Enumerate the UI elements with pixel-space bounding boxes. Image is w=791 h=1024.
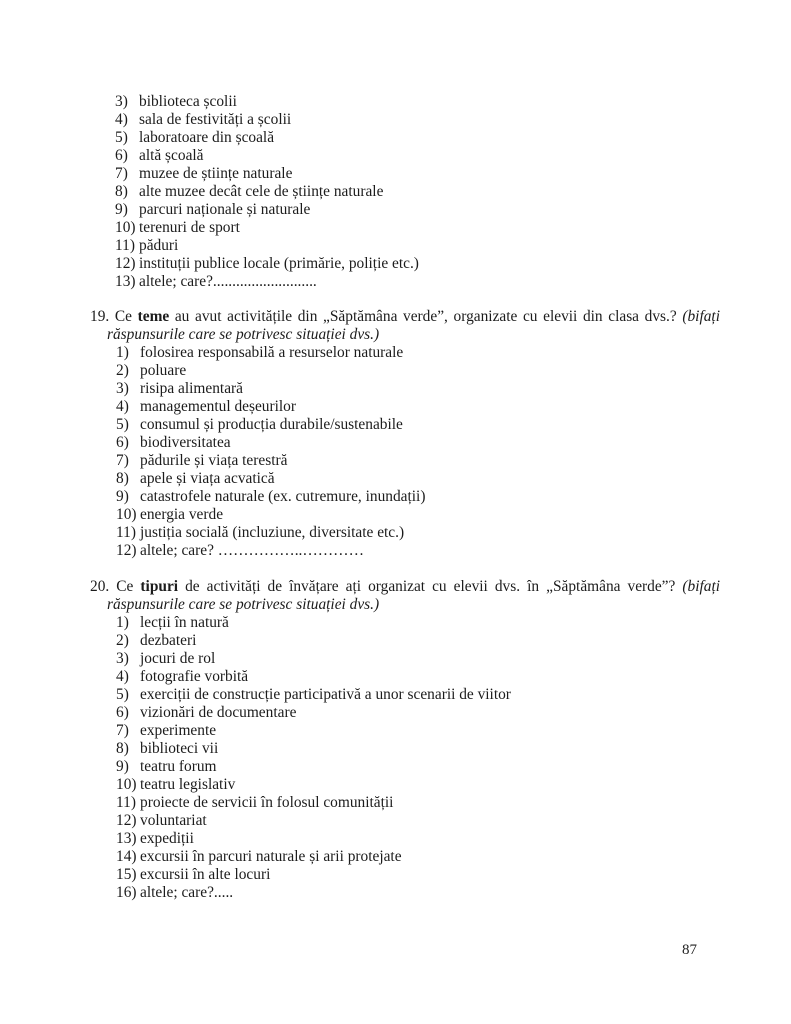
list-item-marker: 5) — [116, 686, 129, 703]
list-item-marker: 3) — [115, 93, 128, 110]
list-item — [116, 488, 425, 506]
list-item — [116, 542, 425, 560]
list-item-text: pădurile și viața terestră — [140, 452, 288, 469]
list-item — [116, 434, 425, 452]
list-item-text: alte muzee decât cele de științe naturale — [139, 183, 384, 200]
list-item-marker: 11) — [116, 524, 136, 541]
list-item — [115, 273, 419, 291]
list-item-text: teatru forum — [140, 758, 217, 775]
list-item-text: instituții publice locale (primărie, poliție etc.) — [139, 255, 419, 272]
list-item-text: parcuri naționale și naturale — [139, 201, 311, 218]
list-item-marker: 6) — [116, 434, 129, 451]
list-item — [116, 650, 511, 668]
list-item — [115, 255, 419, 273]
list-item-text: altele; care?........................... — [139, 273, 317, 290]
question-19-text — [90, 308, 720, 344]
list-item-marker: 1) — [116, 614, 129, 631]
list-item-marker: 7) — [116, 452, 129, 469]
list-item-text: excursii în parcuri naturale și arii protejate — [140, 848, 402, 865]
list-item-marker: 9) — [116, 758, 129, 775]
question-text-segment: tipuri — [140, 578, 179, 595]
list-item-marker: 10) — [116, 776, 137, 793]
question-20-options-list — [116, 614, 511, 902]
question-text-segment: Ce — [116, 578, 141, 595]
list-item-marker: 10) — [116, 506, 137, 523]
list-item-text: laboratoare din școală — [139, 129, 275, 146]
question-text-segment: (bifați răspunsurile care se potrivesc situației dvs.) — [107, 578, 721, 613]
list-item-text: energia verde — [140, 506, 224, 523]
list-item-marker: 8) — [115, 183, 128, 200]
list-item — [116, 614, 511, 632]
list-item — [115, 165, 419, 183]
list-item-text: expediții — [140, 830, 194, 847]
list-item-text: fotografie vorbită — [140, 668, 249, 685]
question-20-text — [90, 578, 720, 614]
list-item-marker: 3) — [116, 650, 129, 667]
list-item — [116, 380, 425, 398]
list-item-text: altele; care? ……………..………… — [140, 542, 364, 559]
question-text-segment: de activități de învățare ați organizat cu elevii dvs. în „Săptămâna verde”? — [178, 578, 683, 595]
list-item-text: altă școală — [139, 147, 204, 164]
list-item-text: păduri — [139, 237, 179, 254]
question-number: 19. — [90, 308, 115, 325]
list-item-marker: 10) — [115, 219, 136, 236]
list-item-text: sala de festivități a școlii — [139, 111, 292, 128]
list-item-text: lecții în natură — [140, 614, 229, 631]
list-item — [116, 524, 425, 542]
list-item-text: experimente — [140, 722, 217, 739]
list-item-text: teatru legislativ — [140, 776, 236, 793]
list-item-text: managementul deșeurilor — [140, 398, 296, 415]
list-item-marker: 4) — [115, 111, 128, 128]
list-item-marker: 12) — [116, 812, 137, 829]
list-item — [116, 632, 511, 650]
list-item — [116, 776, 511, 794]
list-item-marker: 4) — [116, 668, 129, 685]
question-text-segment: teme — [137, 308, 170, 325]
list-item — [115, 183, 419, 201]
list-item-marker: 16) — [116, 884, 137, 901]
list-item-marker: 5) — [116, 416, 129, 433]
list-item-marker: 12) — [116, 542, 137, 559]
list-item — [116, 812, 511, 830]
list-item-text: consumul și producția durabile/sustenabile — [140, 416, 403, 433]
list-item-text: poluare — [140, 362, 187, 379]
list-item-marker: 7) — [116, 722, 129, 739]
list-item — [115, 201, 419, 219]
list-item-text: vizionări de documentare — [140, 704, 297, 721]
list-item-marker: 5) — [115, 129, 128, 146]
list-item-marker: 8) — [116, 740, 129, 757]
list-item-text: risipa alimentară — [140, 380, 243, 397]
list-item-text: dezbateri — [140, 632, 197, 649]
list-item-marker: 6) — [116, 704, 129, 721]
list-item — [116, 362, 425, 380]
list-item — [116, 758, 511, 776]
list-item — [116, 452, 425, 470]
list-item-marker: 11) — [115, 237, 135, 254]
list-item-text: biblioteci vii — [140, 740, 219, 757]
question-19-options-list — [116, 344, 425, 560]
list-item — [116, 506, 425, 524]
list-item-marker: 13) — [116, 830, 137, 847]
list-item-text: terenuri de sport — [139, 219, 240, 236]
list-item — [115, 219, 419, 237]
list-item — [116, 668, 511, 686]
list-item-marker: 2) — [116, 362, 129, 379]
list-item — [115, 147, 419, 165]
list-item-marker: 12) — [115, 255, 136, 272]
list-item-text: jocuri de rol — [140, 650, 216, 667]
list-item-marker: 11) — [116, 794, 136, 811]
list-item — [116, 398, 425, 416]
list-item-marker: 1) — [116, 344, 129, 361]
question-20-block — [90, 578, 720, 614]
location-options-list — [115, 93, 419, 291]
list-item — [116, 866, 511, 884]
list-item — [115, 237, 419, 255]
list-item — [116, 344, 425, 362]
question-text-segment: Ce — [114, 308, 138, 325]
list-item-marker: 6) — [115, 147, 128, 164]
list-item-text: folosirea responsabilă a resurselor naturale — [140, 344, 404, 361]
list-item-text: catastrofele naturale (ex. cutremure, inundații) — [140, 488, 426, 505]
list-item-text: exerciții de construcție participativă a unor scenarii de viitor — [140, 686, 511, 703]
list-item — [116, 830, 511, 848]
list-item-text: apele și viața acvatică — [140, 470, 275, 487]
list-item — [116, 884, 511, 902]
list-item — [116, 704, 511, 722]
list-item — [115, 111, 419, 129]
list-item-marker: 13) — [115, 273, 136, 290]
list-item-text: biodiversitatea — [140, 434, 231, 451]
list-item-marker: 14) — [116, 848, 137, 865]
list-item — [116, 848, 511, 866]
list-item-marker: 9) — [115, 201, 128, 218]
list-item — [116, 740, 511, 758]
list-item-text: justiția socială (incluziune, diversitate etc.) — [140, 524, 405, 541]
list-item — [115, 129, 419, 147]
list-item — [116, 722, 511, 740]
list-item-marker: 9) — [116, 488, 129, 505]
list-item — [115, 93, 419, 111]
list-item-text: biblioteca școlii — [139, 93, 237, 110]
list-item-marker: 7) — [115, 165, 128, 182]
list-item — [116, 416, 425, 434]
question-text-segment: au avut activitățile din „Săptămâna verde”, organizate cu elevii din clasa dvs.? — [169, 308, 683, 325]
list-item-marker: 4) — [116, 398, 129, 415]
question-number: 20. — [90, 578, 117, 595]
list-item-text: muzee de științe naturale — [139, 165, 293, 182]
list-item-marker: 3) — [116, 380, 129, 397]
list-item — [116, 470, 425, 488]
page-number: 87 — [682, 942, 697, 958]
list-item-text: excursii în alte locuri — [140, 866, 271, 883]
list-item-text: proiecte de servicii în folosul comunității — [140, 794, 394, 811]
list-item-marker: 15) — [116, 866, 137, 883]
list-item-text: voluntariat — [140, 812, 207, 829]
list-item — [116, 794, 511, 812]
list-item-marker: 2) — [116, 632, 129, 649]
list-item-marker: 8) — [116, 470, 129, 487]
list-item-text: altele; care?..... — [140, 884, 234, 901]
question-19-block — [90, 308, 720, 344]
list-item — [116, 686, 511, 704]
question-text-segment: (bifați răspunsurile care se potrivesc situației dvs.) — [107, 308, 720, 343]
